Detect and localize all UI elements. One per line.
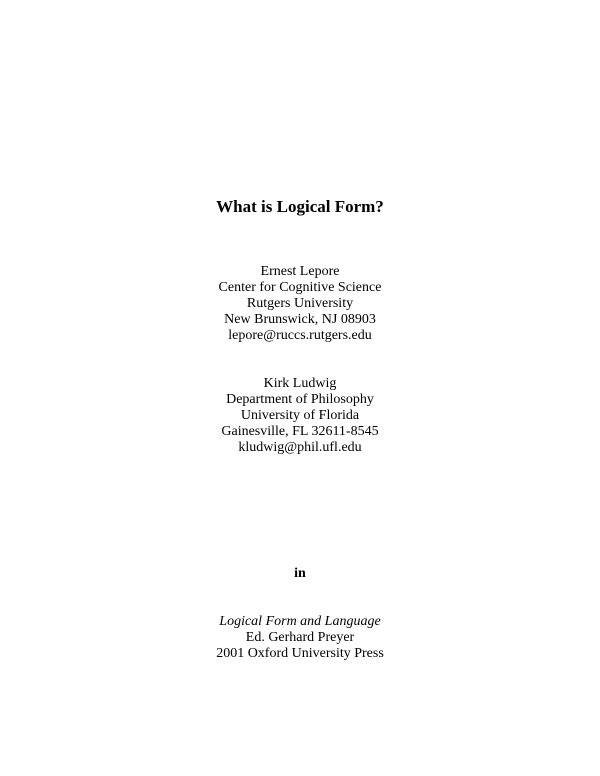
author-address: New Brunswick, NJ 08903 [224, 312, 376, 327]
in-label: in [294, 566, 306, 581]
imprint-line: 2001 Oxford University Press [216, 646, 384, 661]
author-name: Ernest Lepore [260, 264, 340, 279]
author-block-1 [0, 264, 600, 344]
editor-line: Ed. Gerhard Preyer [245, 630, 355, 645]
paper-title: What is Logical Form? [216, 197, 384, 216]
author-block-2 [0, 376, 600, 456]
author-name: Kirk Ludwig [263, 376, 337, 391]
book-title: Logical Form and Language [219, 614, 381, 629]
author-institution: Rutgers University [246, 296, 354, 311]
author-department: Department of Philosophy [226, 392, 374, 407]
author-address: Gainesville, FL 32611-8545 [221, 424, 379, 439]
author-institution: University of Florida [240, 408, 360, 423]
publication-block [0, 614, 600, 662]
author-email: lepore@ruccs.rutgers.edu [228, 328, 372, 343]
author-email: kludwig@phil.ufl.edu [238, 440, 362, 455]
author-department: Center for Cognitive Science [218, 280, 382, 295]
